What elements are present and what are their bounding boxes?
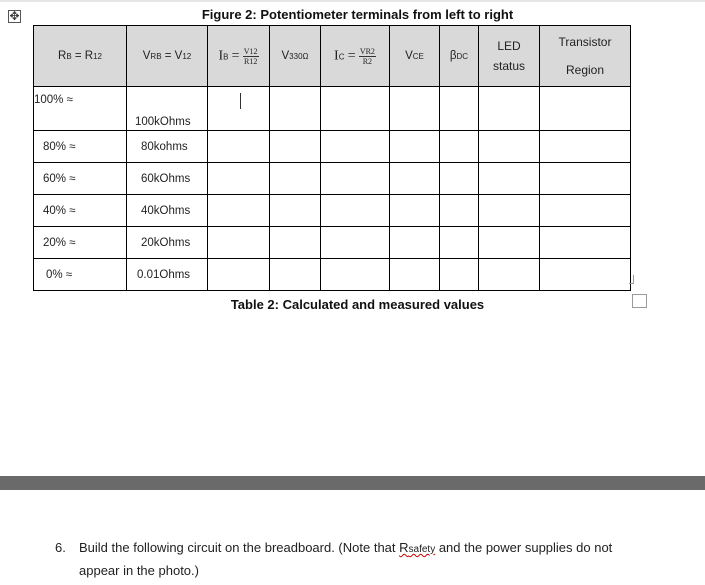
cell-v330[interactable] <box>270 163 321 195</box>
data-table <box>33 25 631 291</box>
cell-vrb: 100kOhms <box>127 87 208 131</box>
cell-vce[interactable] <box>390 259 440 291</box>
rsafety-term: Rsafety <box>399 540 436 555</box>
cell-ic[interactable] <box>321 259 390 291</box>
cell-bdc[interactable] <box>440 259 479 291</box>
cell-ic[interactable] <box>321 87 390 131</box>
cell-region[interactable] <box>540 163 631 195</box>
cell-rb: 20% ≈ <box>34 227 127 259</box>
cell-rb: 40% ≈ <box>34 195 127 227</box>
header-rb: RB = R12 <box>34 26 127 87</box>
cell-v330[interactable] <box>270 131 321 163</box>
cell-ic[interactable] <box>321 227 390 259</box>
table-header-row <box>34 26 631 87</box>
cell-vce[interactable] <box>390 163 440 195</box>
step-text: Build the following circuit on the breadboard. (Note that Rsafety and the power supplies do not appear in the photo.) <box>79 540 613 578</box>
instruction-step <box>55 537 655 581</box>
cell-ib[interactable] <box>208 259 270 291</box>
step-number: 6. <box>55 540 66 555</box>
table-row <box>34 131 631 163</box>
cell-vrb: 80kohms <box>127 131 208 163</box>
cell-vrb: 0.01Ohms <box>127 259 208 291</box>
cell-vrb: 60kOhms <box>127 163 208 195</box>
cell-bdc[interactable] <box>440 195 479 227</box>
cell-v330[interactable] <box>270 227 321 259</box>
page-break-bar <box>0 476 705 490</box>
table-resize-corner[interactable] <box>629 275 634 284</box>
cell-region[interactable] <box>540 259 631 291</box>
cell-region[interactable] <box>540 87 631 131</box>
table-resize-handle[interactable] <box>632 294 647 308</box>
cell-vce[interactable] <box>390 131 440 163</box>
cell-led[interactable] <box>479 195 540 227</box>
figure-title: Figure 2: Potentiometer terminals from left to right <box>201 7 514 22</box>
cell-region[interactable] <box>540 195 631 227</box>
cell-led[interactable] <box>479 227 540 259</box>
cell-bdc[interactable] <box>440 131 479 163</box>
cell-led[interactable] <box>479 259 540 291</box>
table-caption: Table 2: Calculated and measured values <box>230 297 485 312</box>
top-edge-line <box>0 0 705 2</box>
header-vce: VCE <box>390 26 440 87</box>
cell-bdc[interactable] <box>440 163 479 195</box>
cell-region[interactable] <box>540 131 631 163</box>
table-row <box>34 87 631 131</box>
cell-ic[interactable] <box>321 131 390 163</box>
cell-bdc[interactable] <box>440 227 479 259</box>
cell-vrb: 40kOhms <box>127 195 208 227</box>
cell-v330[interactable] <box>270 195 321 227</box>
cell-rb: 0% ≈ <box>34 259 127 291</box>
cell-ib[interactable] <box>208 195 270 227</box>
cell-rb: 100% ≈ <box>34 87 127 131</box>
table-row <box>34 195 631 227</box>
header-ib: IB = $\frac{V12}{R12}$ <box>208 26 270 87</box>
cell-rb: 80% ≈ <box>34 131 127 163</box>
text-cursor <box>240 93 241 109</box>
cell-ic[interactable] <box>321 163 390 195</box>
table-row <box>34 227 631 259</box>
cell-ic[interactable] <box>321 195 390 227</box>
cell-ib[interactable] <box>208 131 270 163</box>
cell-vce[interactable] <box>390 227 440 259</box>
cell-vrb: 20kOhms <box>127 227 208 259</box>
cell-led[interactable] <box>479 163 540 195</box>
header-v330: V330Ω <box>270 26 321 87</box>
cell-vce[interactable] <box>390 87 440 131</box>
cell-ib[interactable] <box>208 227 270 259</box>
cell-ib[interactable] <box>208 87 270 131</box>
header-ic: IC = $\frac{VR2}{R2}$ <box>321 26 390 87</box>
cell-led[interactable] <box>479 87 540 131</box>
cell-led[interactable] <box>479 131 540 163</box>
table-row <box>34 259 631 291</box>
cell-bdc[interactable] <box>440 87 479 131</box>
cell-v330[interactable] <box>270 259 321 291</box>
cell-v330[interactable] <box>270 87 321 131</box>
table-row <box>34 163 631 195</box>
cell-region[interactable] <box>540 227 631 259</box>
header-bdc: βDC <box>440 26 479 87</box>
cell-vce[interactable] <box>390 195 440 227</box>
header-led: LED status <box>479 26 540 87</box>
table-move-handle-icon[interactable]: ✥ <box>9 9 20 23</box>
header-transistor: Transistor Region <box>540 26 631 87</box>
cell-ib[interactable] <box>208 163 270 195</box>
cell-rb: 60% ≈ <box>34 163 127 195</box>
header-vrb: VRB = V12 <box>127 26 208 87</box>
